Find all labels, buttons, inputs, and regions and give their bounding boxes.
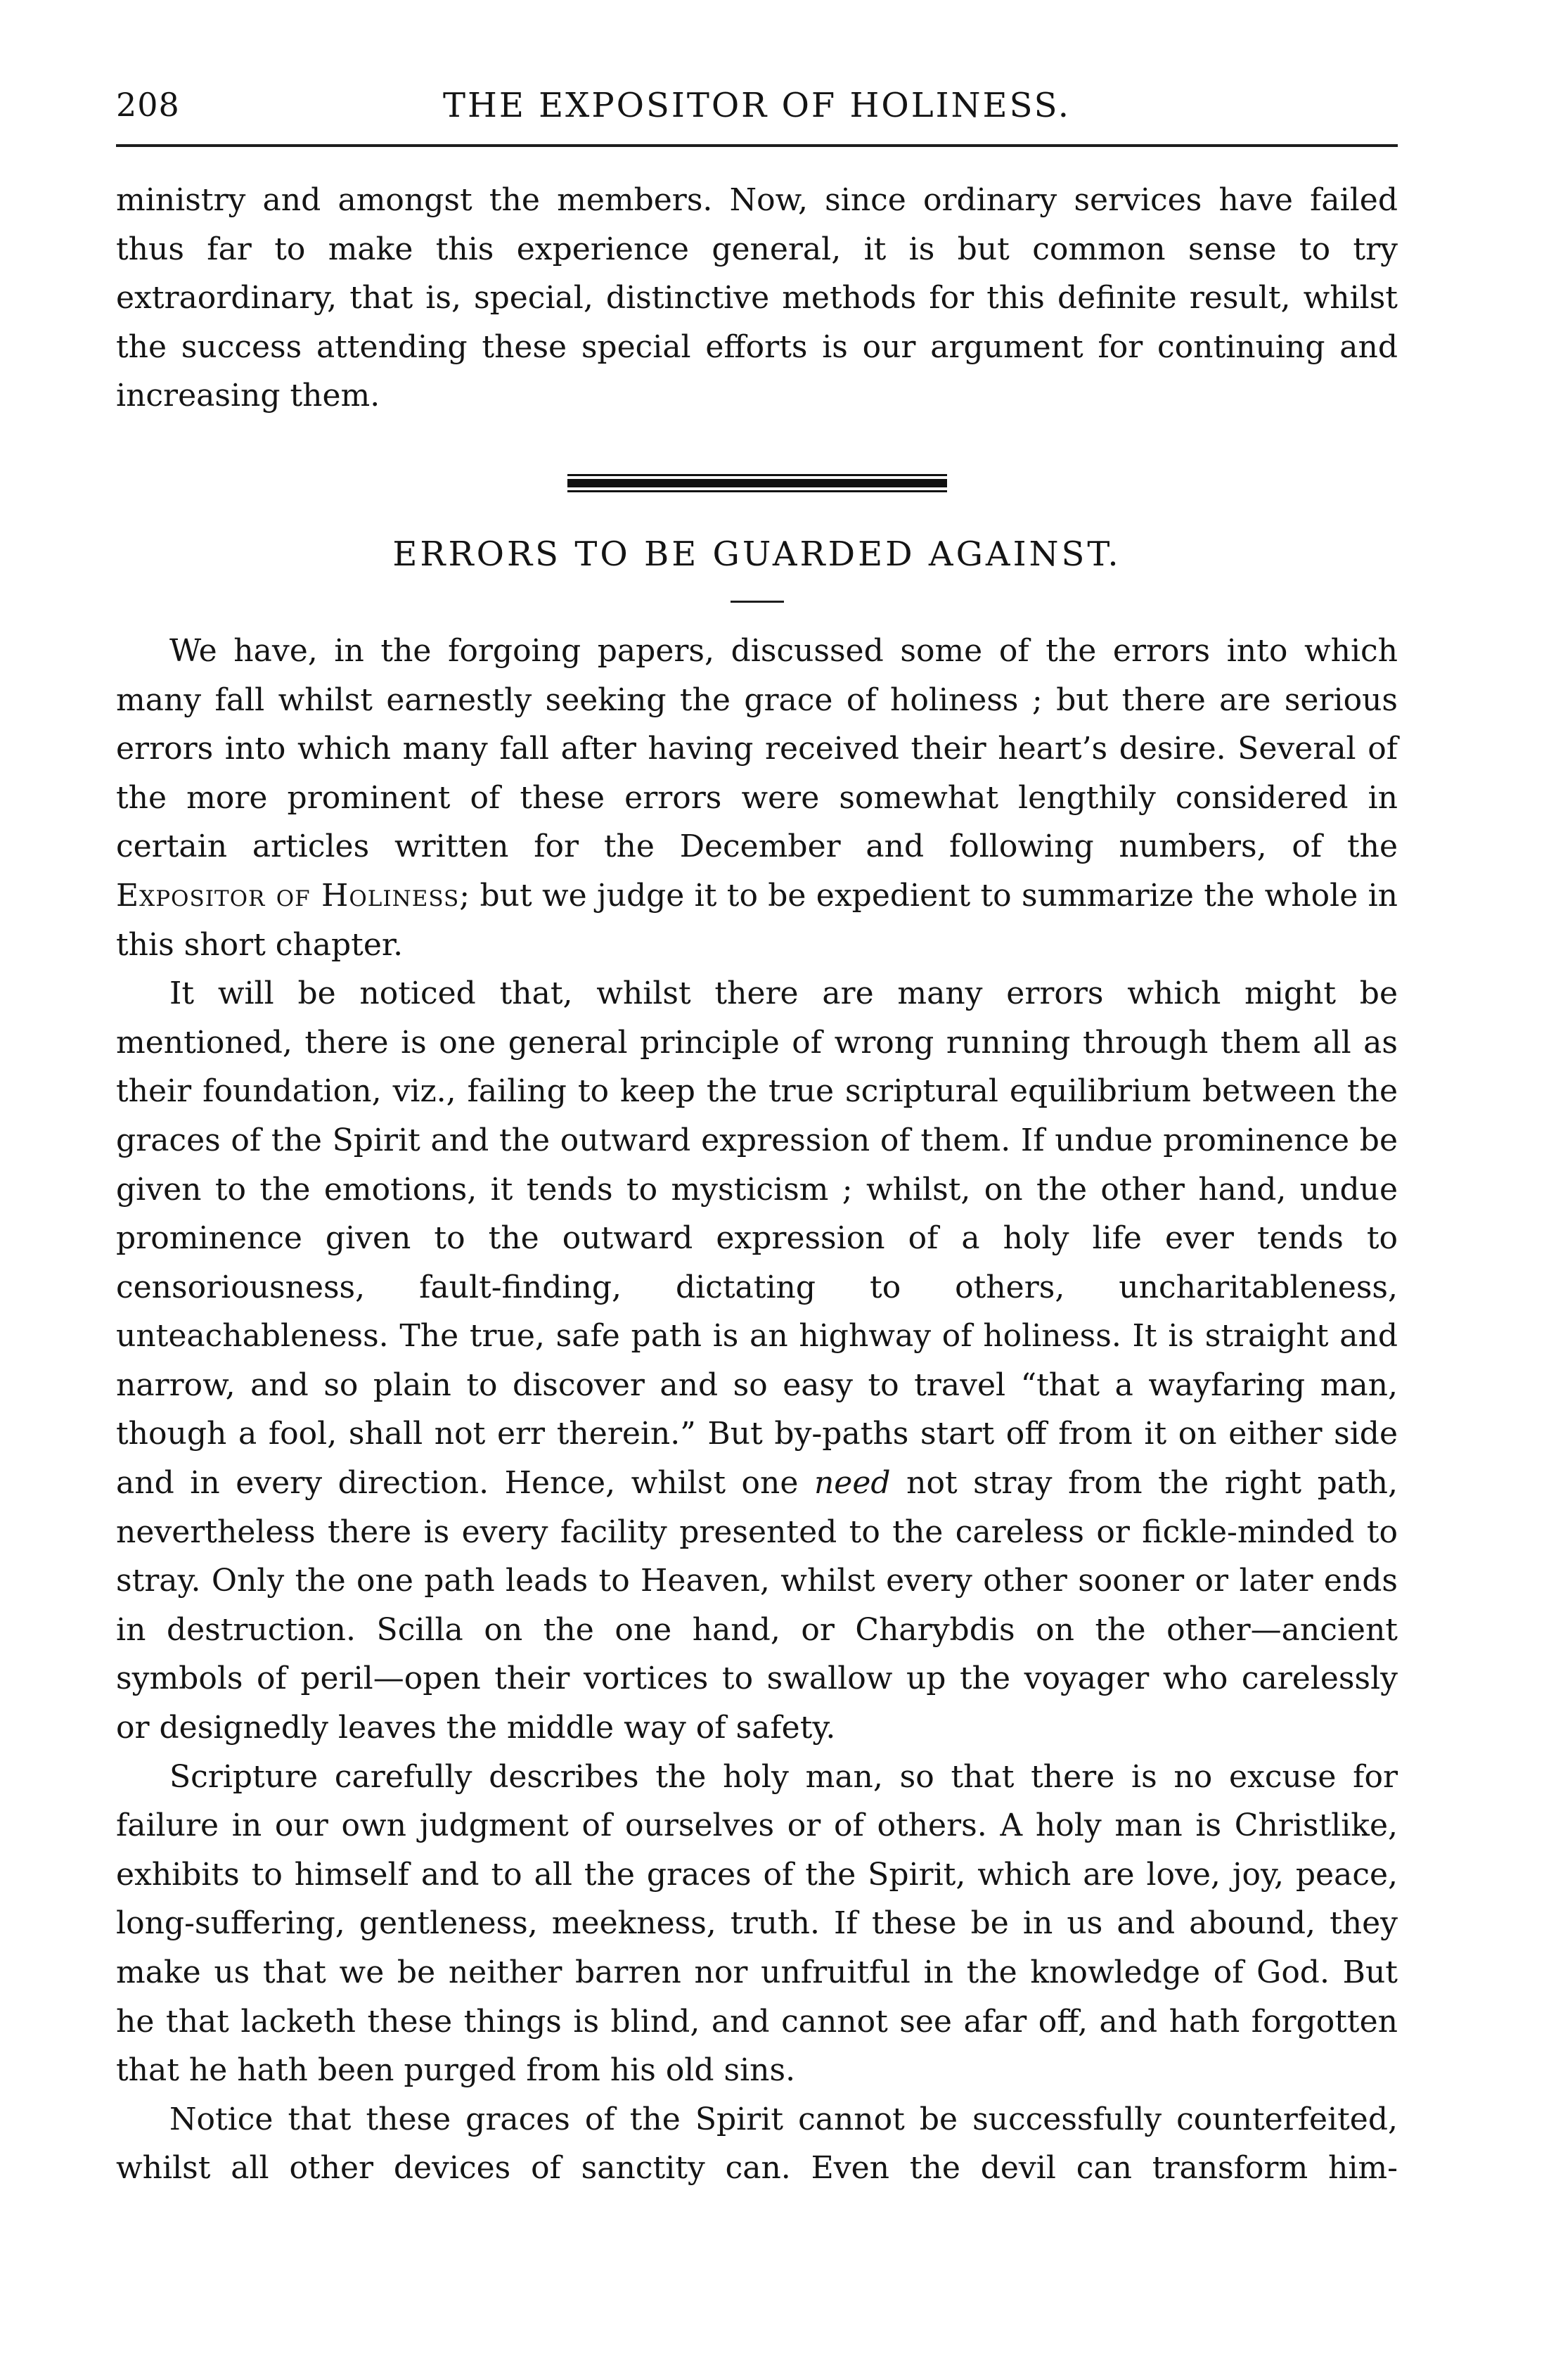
paragraph-1-text-end: ; but we judge it to be expedient to summarize the whole in this short chapter. [116, 877, 1398, 963]
page-header [116, 77, 1398, 138]
paragraph-2-text-start: It will be noticed that, whilst there are many errors which might be mentioned, there is one general principle of wrong running through them all as their foundation, viz., failing to keep the true scriptural equilibrium between the graces of the Spirit and the outward expression of them. If undue prominence be given to the emotions, it tends to mysticism ; whilst, on the other hand, undue prominence given to the outward expression of a holy life ever tends to censoriousness, fault-finding, dictating to others, uncharitableness, unteachableness. The true, safe path is an highway of holiness. It is straight and narrow, and so plain to discover and so easy to travel “that a wayfaring man, though a fool, shall not err therein.” But by-paths start off from it on either side and in every direction. Hence, whilst one [116, 975, 1398, 1502]
page-number: 208 [116, 86, 180, 124]
paragraph-1-text-start: We have, in the forgoing papers, discussed some of the errors into which many fall whilst earnestly seeking the grace of holiness ; but there are serious errors into which many fall after having received their heart’s desire. Several of the more prominent of these errors were somewhat lengthily considered in certain articles written for the December and following numbers, of the [116, 632, 1398, 865]
paragraph-2-text-end: not stray from the right path, nevertheless there is every facility presented to the careless or fickle-minded to stray. Only the one path leads to Heaven, whilst every other sooner or later ends in destruction. Scilla on the one hand, or Charybdis on the other—ancient symbols of peril—open their vortices to swallow up the voyager who carelessly or designedly leaves the middle way of safety. [116, 1465, 1398, 1746]
section-heading: ERRORS TO BE GUARDED AGAINST. [392, 534, 1121, 574]
header-rule [116, 144, 1398, 147]
body-paragraph-3: Scripture carefully describes the holy man, so that there is no excuse for failure in our own judgment of ourselves or of others. A holy man is Christlike, exhibits to himself and to all the graces of the Spirit, which are love, joy, peace, long-suffering, gentleness, meekness, truth. If these be in us and abound, they make us that we be neither barren nor unfruitful in the knowledge of God. But he that lacketh these things is blind, and cannot see afar off, and hath forgotten that he hath been purged from his old sins. [116, 1758, 1398, 2089]
ornament-thin-rule-bottom [567, 490, 947, 492]
body-paragraph-2 [116, 969, 1398, 1753]
body-paragraph-4: Notice that these graces of the Spirit cannot be successfully counterfeited, whilst all other devices of sanctity can. Even the devil can transform him- [116, 2101, 1398, 2187]
ornament-thick-rule [567, 479, 947, 487]
emphasized-word: need [813, 1465, 891, 1502]
running-title: THE EXPOSITOR OF HOLINESS. [442, 86, 1072, 125]
journal-name: Expositor of Holiness [116, 877, 460, 914]
heading-underline-rule [731, 601, 784, 603]
intro-paragraph: ministry and amongst the members. Now, since ordinary services have failed thus far to make this experience general, it is but common sense to try extraordinary, that is, special, distinctive methods for this definite result, whilst the success attending these special efforts is our argument for continuing and increasing them. [116, 182, 1398, 414]
document-page [116, 77, 1398, 2193]
ornament-thin-rule-top [567, 474, 947, 476]
section-divider-ornament [567, 474, 947, 492]
body-paragraph-1 [116, 627, 1398, 969]
